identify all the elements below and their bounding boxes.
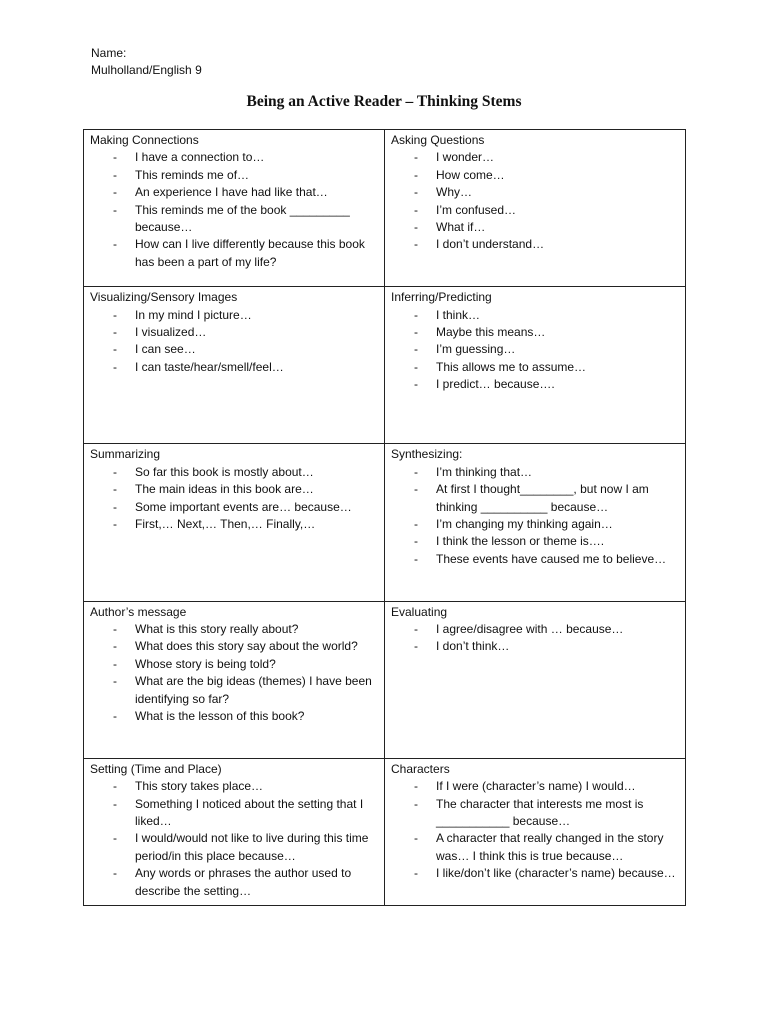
stem-list	[391, 778, 679, 882]
list-item: - I would/would not like to live during this time period/in this place because…	[90, 830, 378, 865]
list-item: - I can see…	[90, 341, 378, 358]
list-item: - If I were (character’s name) I would…	[391, 778, 679, 795]
cell-title: Setting (Time and Place)	[90, 761, 222, 776]
thinking-stems-table	[83, 129, 686, 906]
list-item: - So far this book is mostly about…	[90, 464, 378, 481]
stem-list	[391, 621, 679, 656]
list-item: - Some important events are… because…	[90, 499, 378, 516]
list-item: - I’m confused…	[391, 202, 679, 219]
stem-list	[90, 307, 378, 377]
student-header	[91, 45, 202, 79]
list-item: - I think the lesson or theme is….	[391, 533, 679, 550]
list-item: - I’m changing my thinking again…	[391, 516, 679, 533]
table-row	[84, 601, 686, 758]
list-item: - I wonder…	[391, 149, 679, 166]
list-item: - How can I live differently because this book has been a part of my life?	[90, 236, 378, 271]
list-item: - At first I thought________, but now I am thinking __________ because…	[391, 481, 679, 516]
list-item: - I’m thinking that…	[391, 464, 679, 481]
stem-list	[90, 621, 378, 725]
list-item: - I predict… because….	[391, 376, 679, 393]
list-item: - An experience I have had like that…	[90, 184, 378, 201]
cell-title: Visualizing/Sensory Images	[90, 290, 238, 305]
stem-cell	[385, 758, 686, 905]
stem-cell	[84, 287, 385, 444]
list-item: - I can taste/hear/smell/feel…	[90, 359, 378, 376]
list-item: - What is the lesson of this book?	[90, 708, 378, 725]
class-label: Mulholland/English 9	[91, 63, 202, 77]
list-item: - What does this story say about the world?	[90, 638, 378, 655]
stem-cell	[84, 758, 385, 905]
list-item: - This reminds me of…	[90, 167, 378, 184]
cell-title: Inferring/Predicting	[391, 290, 492, 305]
stem-cell	[84, 444, 385, 601]
list-item: - A character that really changed in the story was… I think this is true because…	[391, 830, 679, 865]
list-item: - I’m guessing…	[391, 341, 679, 358]
stem-list	[90, 149, 378, 271]
stem-cell	[385, 601, 686, 758]
table-row	[84, 130, 686, 287]
stem-list	[391, 307, 679, 394]
list-item: - Something I noticed about the setting that I liked…	[90, 796, 378, 831]
list-item: - Whose story is being told?	[90, 656, 378, 673]
list-item: - I think…	[391, 307, 679, 324]
stem-list	[391, 149, 679, 253]
list-item: - The character that interests me most is ___________ because…	[391, 796, 679, 831]
list-item: - What are the big ideas (themes) I have been identifying so far?	[90, 673, 378, 708]
cell-title: Evaluating	[391, 604, 448, 619]
list-item: - Maybe this means…	[391, 324, 679, 341]
cell-title: Making Connections	[90, 133, 199, 147]
list-item: - This reminds me of the book _________ because…	[90, 202, 378, 237]
stem-cell	[84, 130, 385, 287]
list-item: - What is this story really about?	[90, 621, 378, 638]
list-item: - I don’t understand…	[391, 236, 679, 253]
list-item: - I like/don’t like (character’s name) because…	[391, 865, 679, 882]
list-item: - How come…	[391, 167, 679, 184]
list-item: - Any words or phrases the author used to describe the setting…	[90, 865, 378, 900]
name-label: Name:	[91, 46, 127, 60]
stem-cell	[385, 444, 686, 601]
list-item: - These events have caused me to believe…	[391, 551, 679, 568]
list-item: - I have a connection to…	[90, 149, 378, 166]
table-row	[84, 287, 686, 444]
list-item: - Why…	[391, 184, 679, 201]
list-item: - I visualized…	[90, 324, 378, 341]
cell-title: Author’s message	[90, 604, 187, 619]
stem-list	[391, 464, 679, 568]
cell-title: Characters	[391, 761, 450, 776]
stem-list	[90, 778, 378, 900]
table-row	[84, 444, 686, 601]
stem-cell	[385, 130, 686, 287]
list-item: - This story takes place…	[90, 778, 378, 795]
list-item: - This allows me to assume…	[391, 359, 679, 376]
list-item: - First,… Next,… Then,… Finally,…	[90, 516, 378, 533]
stem-cell	[84, 601, 385, 758]
page-title: Being an Active Reader – Thinking Stems	[246, 93, 522, 110]
table-row	[84, 758, 686, 905]
stem-list	[90, 464, 378, 534]
stem-cell	[385, 287, 686, 444]
cell-title: Summarizing	[90, 447, 161, 462]
cell-title: Synthesizing:	[391, 447, 463, 462]
list-item: - What if…	[391, 219, 679, 236]
list-item: - In my mind I picture…	[90, 307, 378, 324]
list-item: - I don’t think…	[391, 638, 679, 655]
list-item: - I agree/disagree with … because…	[391, 621, 679, 638]
list-item: - The main ideas in this book are…	[90, 481, 378, 498]
cell-title: Asking Questions	[391, 133, 485, 147]
